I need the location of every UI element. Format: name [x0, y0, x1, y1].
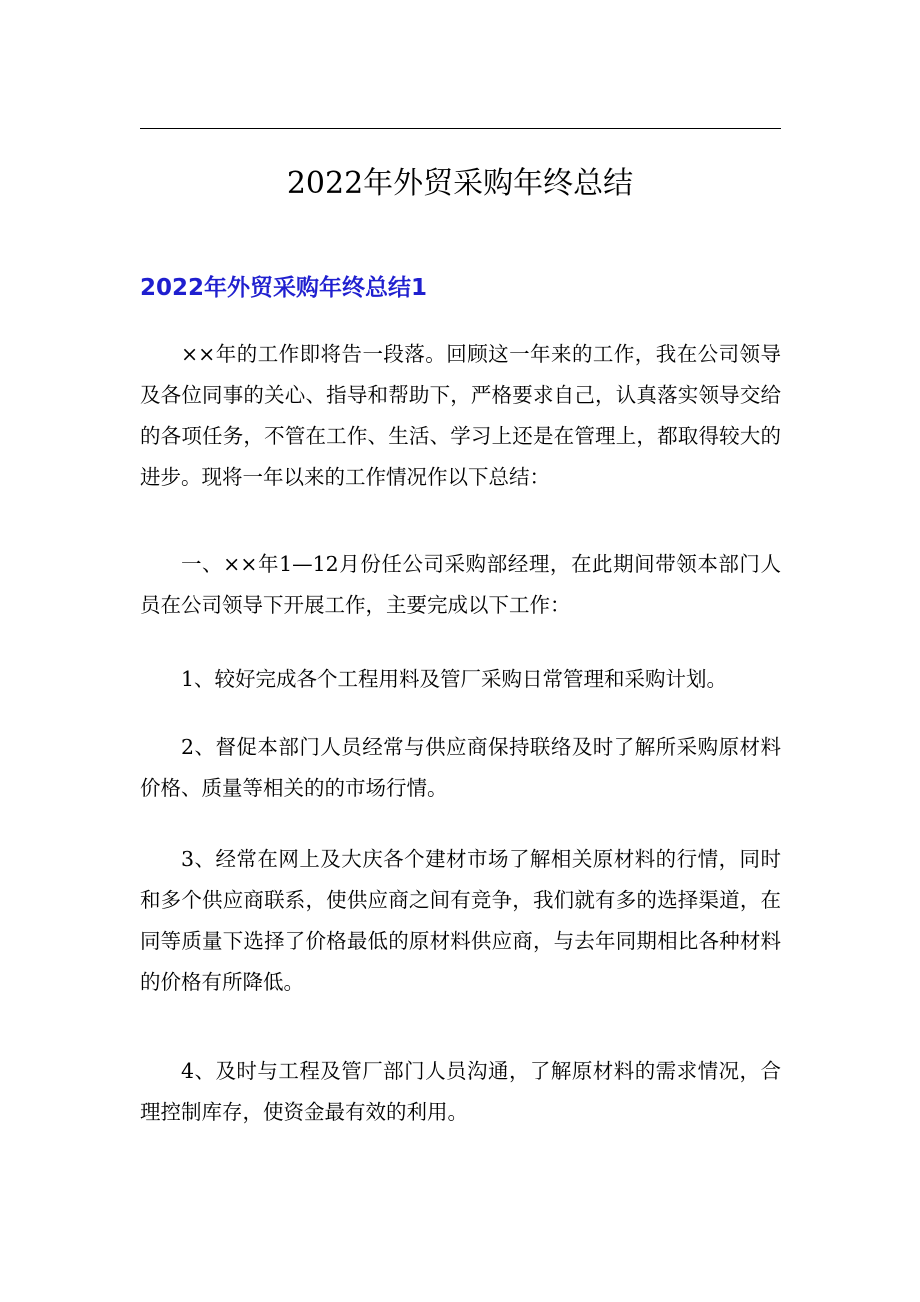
paragraph-item-4: 4、及时与工程及管厂部门人员沟通，了解原材料的需求情况，合理控制库存，使资金最有效的利用。	[140, 1059, 781, 1124]
paragraph-intro: ××年的工作即将告一段落。回顾这一年来的工作，我在公司领导及各位同事的关心、指导和帮助下，严格要求自己，认真落实领导交给的各项任务，不管在工作、生活、学习上还是在管理上，都取得较大的进步。现将一年以来的工作情况作以下总结：	[140, 342, 781, 489]
section-heading: 2022年外贸采购年终总结1	[140, 275, 428, 301]
paragraph-item-3: 3、经常在网上及大庆各个建材市场了解相关原材料的行情，同时和多个供应商联系，使供应商之间有竞争，我们就有多的选择渠道，在同等质量下选择了价格最低的原材料供应商，与去年同期相比各种材料的价格有所降低。	[140, 847, 781, 994]
paragraph-item-overview: 一、××年1—12月份任公司采购部经理，在此期间带领本部门人员在公司领导下开展工作，主要完成以下工作：	[140, 552, 781, 617]
page-title: 2022年外贸采购年终总结	[286, 166, 634, 201]
paragraph-item-2: 2、督促本部门人员经常与供应商保持联络及时了解所采购原材料价格、质量等相关的的市场行情。	[140, 735, 781, 800]
header-rule	[140, 128, 781, 129]
paragraph-item-1: 1、较好完成各个工程用料及管厂采购日常管理和采购计划。	[181, 667, 728, 691]
